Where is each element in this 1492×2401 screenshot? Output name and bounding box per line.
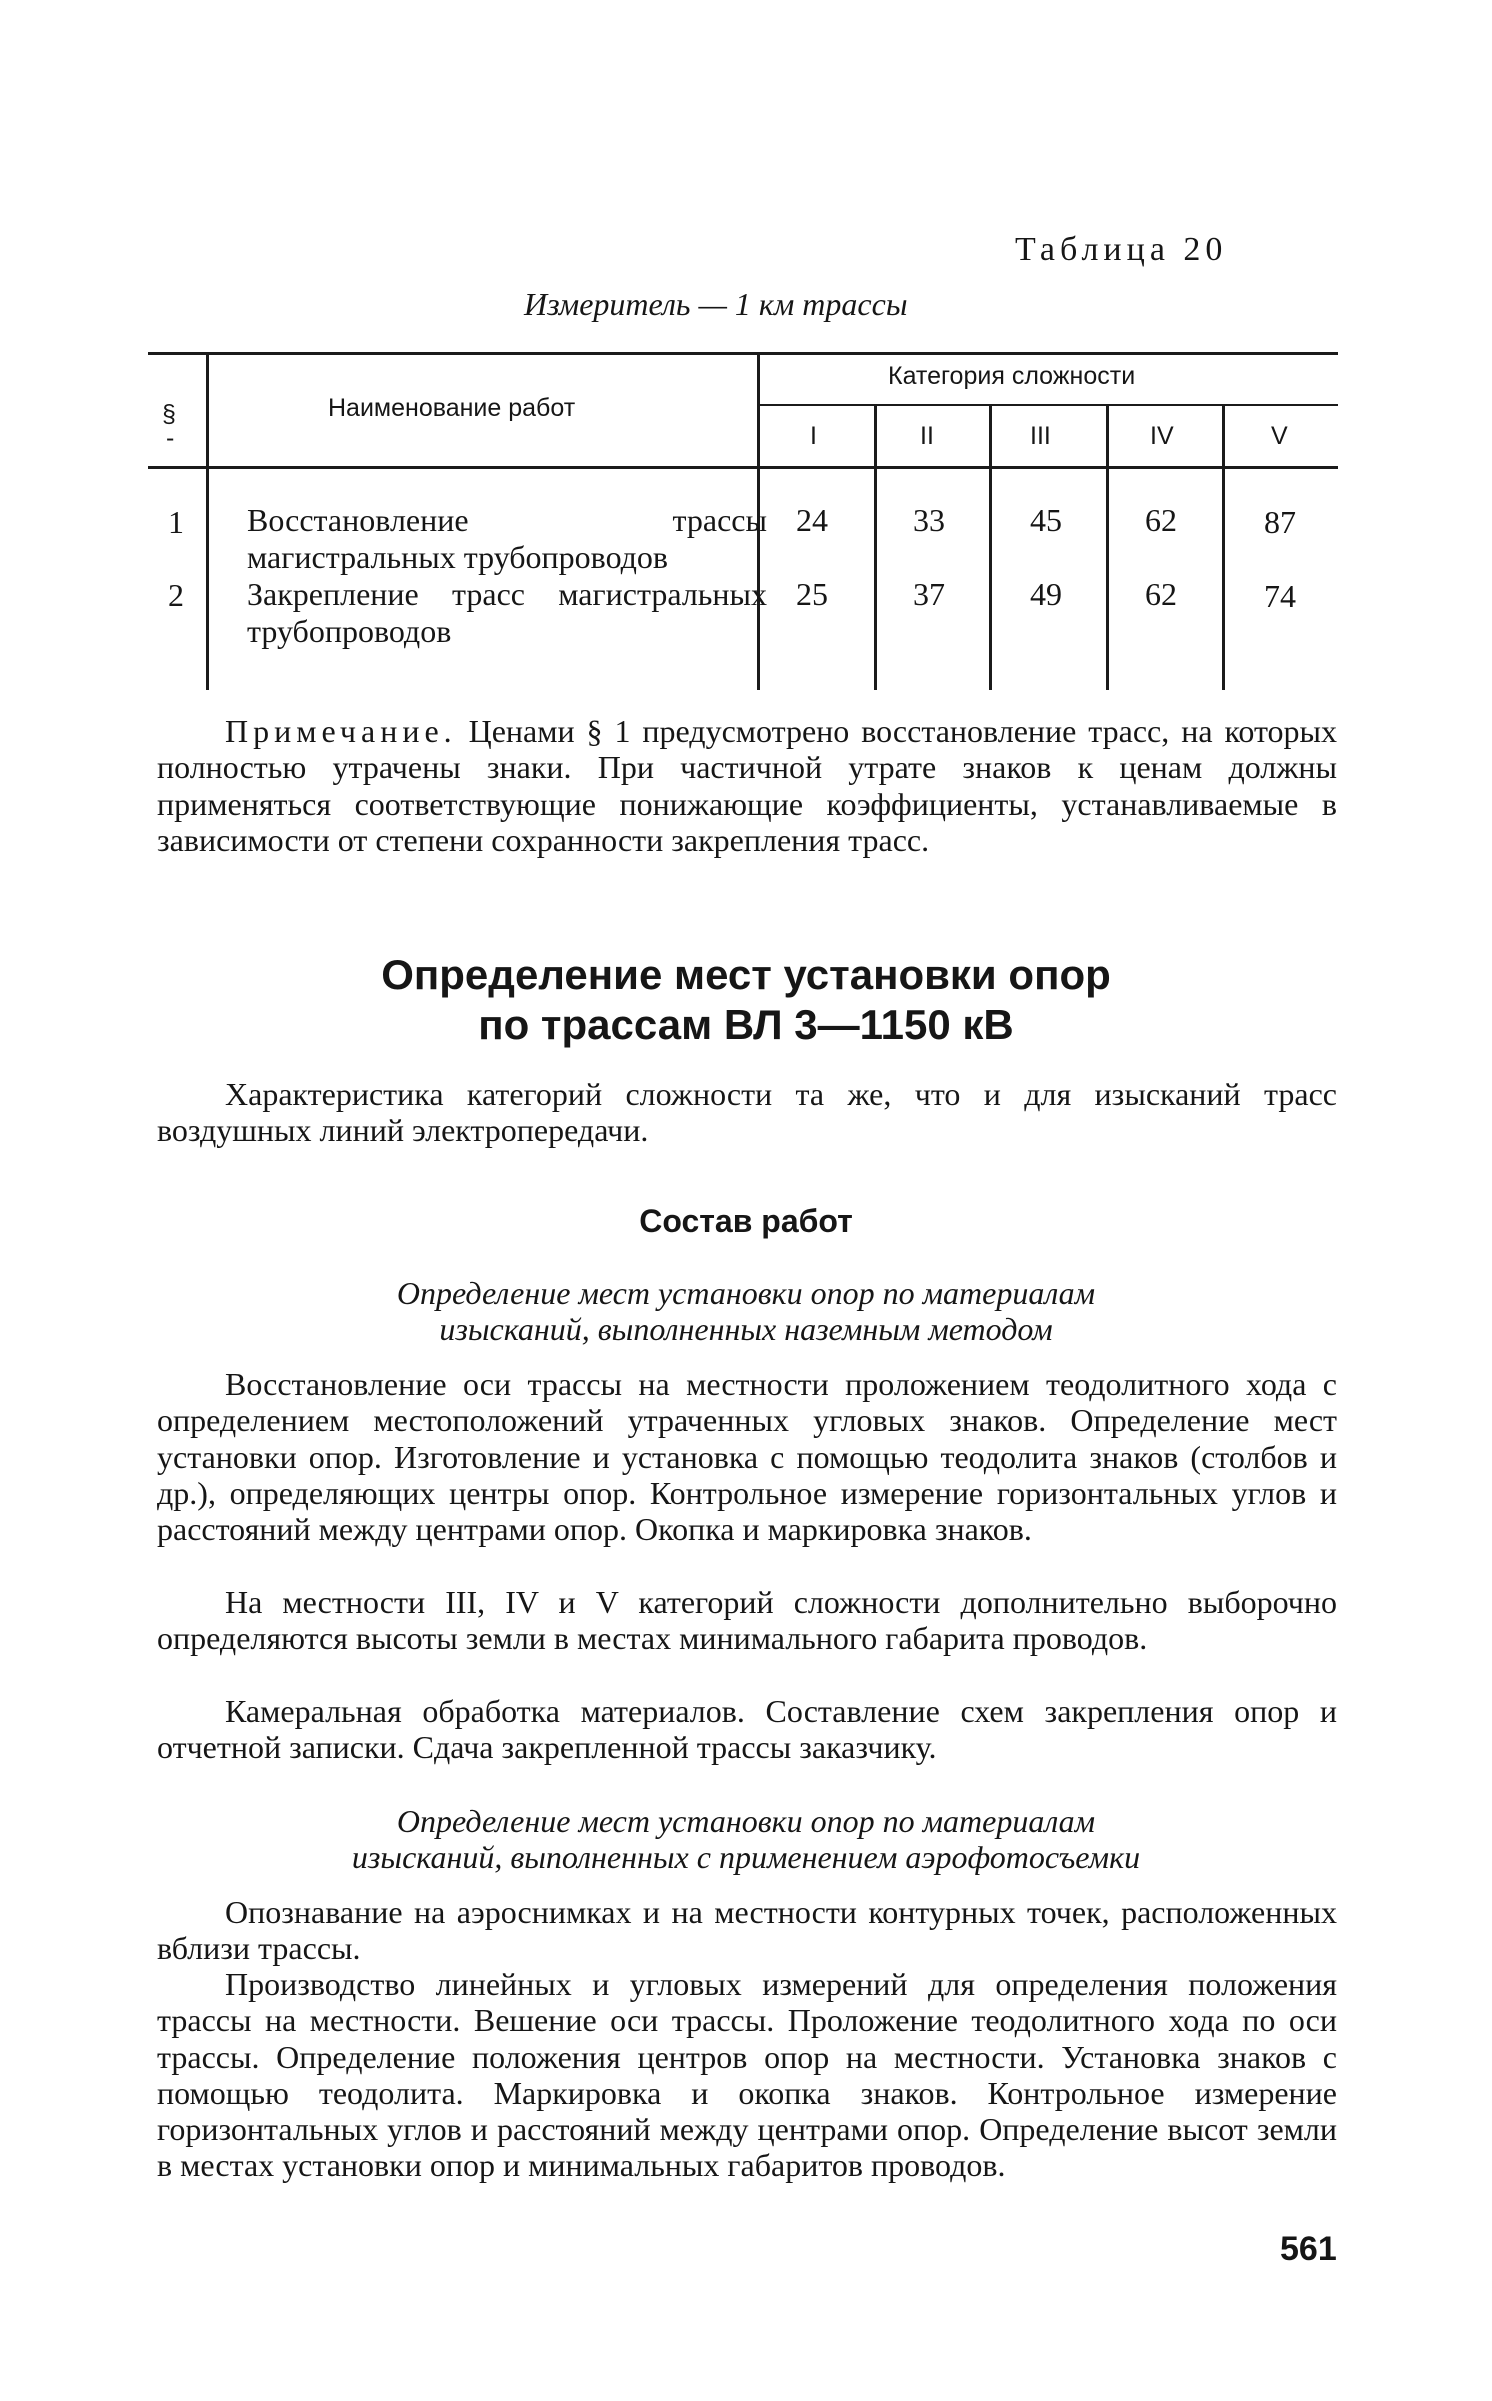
page-number: 561 [1280, 2230, 1337, 2268]
row-value: 62 [1145, 502, 1177, 538]
row-value: 62 [1145, 576, 1177, 612]
row-work-name: Закрепление трасс магистральных трубопроводов [247, 576, 767, 649]
row-value: 45 [1030, 502, 1062, 538]
row-value: 87 [1264, 504, 1296, 540]
table-top-rule [148, 352, 1338, 355]
row-value: 24 [796, 502, 828, 538]
header-complexity-category: Категория сложности [888, 362, 1136, 390]
table-note [157, 713, 1337, 858]
header-section-symbol: § [162, 400, 176, 428]
row-work-name: Восстановление трассы магистральных трубопроводов [247, 502, 767, 575]
header-bottom-rule [148, 466, 1338, 469]
composition-title: Состав работ [639, 1203, 853, 1239]
section-title-line-2: по трассам ВЛ 3—1150 кВ [478, 1001, 1014, 1048]
header-category-5: V [1271, 422, 1288, 450]
section-intro [157, 1076, 1337, 1149]
header-category-3: III [1030, 422, 1051, 450]
header-section-sub: - [166, 424, 175, 452]
table-col-divider [206, 352, 209, 690]
row-value: 33 [913, 502, 945, 538]
header-category-2: II [920, 422, 934, 450]
header-category-4: IV [1150, 422, 1174, 450]
row-number: 2 [168, 577, 184, 613]
rates-table [148, 352, 1338, 690]
row-number: 1 [168, 504, 184, 540]
table-col-divider [874, 406, 877, 690]
paragraph [157, 1366, 1337, 1547]
paragraph-text: Камеральная обработка материалов. Составление схем закрепления опор и отчетной записки. Сдача закрепленной трассы заказчику. [157, 1693, 1337, 1766]
subsection-2-title-line-2: изысканий, выполненных с применением аэрофотосъемки [351, 1839, 1141, 1875]
paragraph [157, 1966, 1337, 2184]
header-category-1: I [810, 422, 817, 450]
row-value: 37 [913, 576, 945, 612]
paragraph [157, 1584, 1337, 1657]
table-col-divider [1222, 406, 1225, 690]
paragraph-text: Восстановление оси трассы на местности проложением теодолитного хода с определением местоположений утраченных угловых знаков. Определение мест установки опор. Изготовление и установка с помощью теодолита знаков (столбов и др.), определяющих центры опор. Контрольное измерение горизонтальных углов и расстояний между центрами опор. Окопка и маркировка знаков. [157, 1366, 1337, 1548]
header-group-rule [760, 404, 1338, 406]
row-value: 49 [1030, 576, 1062, 612]
paragraph-text: Производство линейных и угловых измерений для определения положения трассы на местности. Вешение оси трассы. Проложение теодолитного хода по оси трассы. Определение положения центров опор на местности. Установка знаков с помощью теодолита. Маркировка и окопка знаков. Контрольное измерение горизонтальных углов и расстояний между центрами опор. Определение высот земли в местах установки опор и минимальных габаритов проводов. [157, 1966, 1337, 2184]
table-label: Таблица 20 [1015, 231, 1228, 268]
section-title-line-1: Определение мест установки опор [381, 951, 1111, 998]
note-text: Ценами § 1 предусмотрено восстановление трасс, на которых полностью утрачены знаки. При частичной утрате знаков к ценам должны применяться соответствующие понижающие коэффициенты, устанавливаемые в зависимости от степени сохранности закрепления трасс. [157, 713, 1338, 858]
header-work-name: Наименование работ [328, 394, 576, 422]
row-value: 74 [1264, 578, 1296, 614]
paragraph-text: На местности III, IV и V категорий сложности дополнительно выборочно определяются высоты земли в местах минимального габарита проводов. [157, 1584, 1337, 1657]
subsection-2-title-line-1: Определение мест установки опор по материалам [396, 1803, 1096, 1839]
table-col-divider [1106, 406, 1109, 690]
note-lead: Примечание. [225, 713, 457, 749]
paragraph [157, 1894, 1337, 1967]
subsection-1-title-line-2: изысканий, выполненных наземным методом [439, 1311, 1053, 1347]
paragraph [157, 1693, 1337, 1766]
row-value: 25 [796, 576, 828, 612]
paragraph-text: Опознавание на аэроснимках и на местности контурных точек, расположенных вблизи трассы. [157, 1894, 1337, 1967]
section-intro-text: Характеристика категорий сложности та же, что и для изысканий трасс воздушных линий электропередачи. [157, 1076, 1337, 1149]
meter-caption: Измеритель — 1 км трассы [524, 286, 908, 322]
table-col-divider [989, 406, 992, 690]
subsection-1-title-line-1: Определение мест установки опор по материалам [396, 1275, 1096, 1311]
